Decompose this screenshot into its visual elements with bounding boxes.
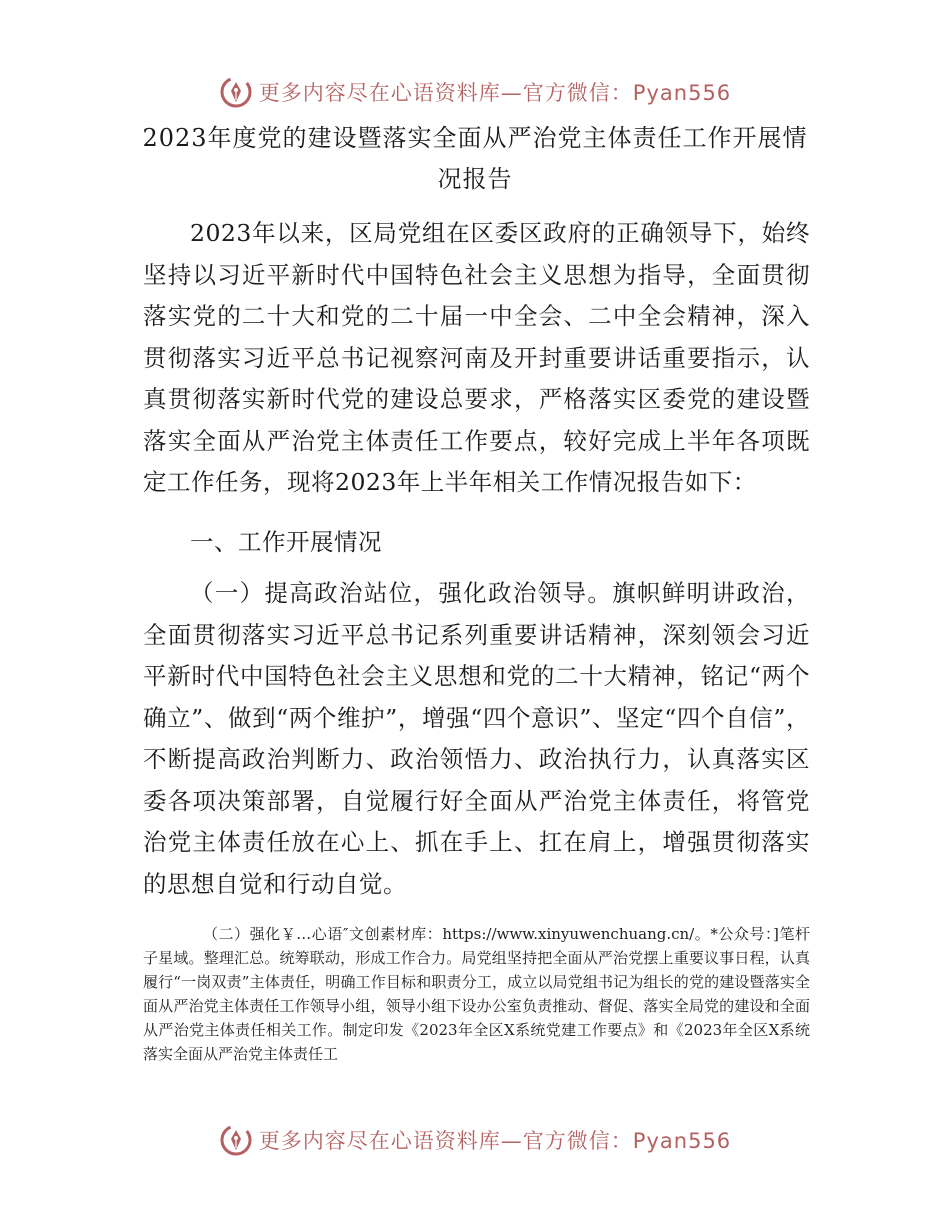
footer-watermark-banner — [0, 1120, 950, 1160]
intro-paragraph: 2023年以来，区局党组在区委区政府的正确领导下，始终坚持以习近平新时代中国特色社会主义思想为指导，全面贯彻落实党的二十大和党的二十届一中全会、二中全会精神，深入贯彻落实习近平总书记视察河南及开封重要讲话重要指示，认真贯彻落实新时代党的建设总要求，严格落实区委党的建设暨落实全面从严治党主体责任工作要点，较好完成上半年各项既定工作任务，现将2023年上半年相关工作情况报告如下： — [143, 219, 810, 496]
section-one-paragraph: （一）提高政治站位，强化政治领导。旗帜鲜明讲政治，全面贯彻落实习近平总书记系列重要讲话精神，深刻领会习近平新时代中国特色社会主义思想和党的二十大精神，铭记“两个确立”、做到“两个维护”，增强“四个意识”、坚定“四个自信”，不断提高政治判断力、政治领悟力、政治执行力，认真落实区委各项决策部署，自觉履行好全面从严治党主体责任，将管党治党主体责任放在心上、抓在手上、扛在肩上，增强贯彻落实的思想自觉和行动自觉。 — [143, 579, 810, 898]
section-heading: 一、工作开展情况 — [190, 528, 382, 556]
pen-nib-logo-icon — [219, 1123, 253, 1157]
footer-watermark-text: 更多内容尽在心语资料库—官方微信：Pyan556 — [258, 1129, 732, 1153]
section-two-paragraph: （二）强化￥…心语″文创素材库：https://www.xinyuwenchuang.cn/。*公众号：]笔杆子星域。整理汇总。统筹联动，形成工作合力。局党组坚持把全面从严治党摆上重要议事日程，认真履行“一岗双责”主体责任，明确工作目标和职责分工，成立以局党组书记为组长的党的建设暨落实全面从严治党主体责任工作领导小组，领导小组下设办公室负责推动、督促、落实全局党的建设和全面从严治党主体责任相关工作。制定印发《2023年全区X系统党建工作要点》和《2023年全区X系统落实全面从严治党主体责任工 — [143, 925, 810, 1063]
pen-nib-logo-icon — [219, 75, 253, 109]
header-watermark-text: 更多内容尽在心语资料库—官方微信：Pyan556 — [258, 81, 732, 105]
document-title: 2023年度党的建设暨落实全面从严治党主体责任工作开展情况报告 — [142, 124, 808, 193]
header-watermark-banner — [0, 72, 950, 112]
